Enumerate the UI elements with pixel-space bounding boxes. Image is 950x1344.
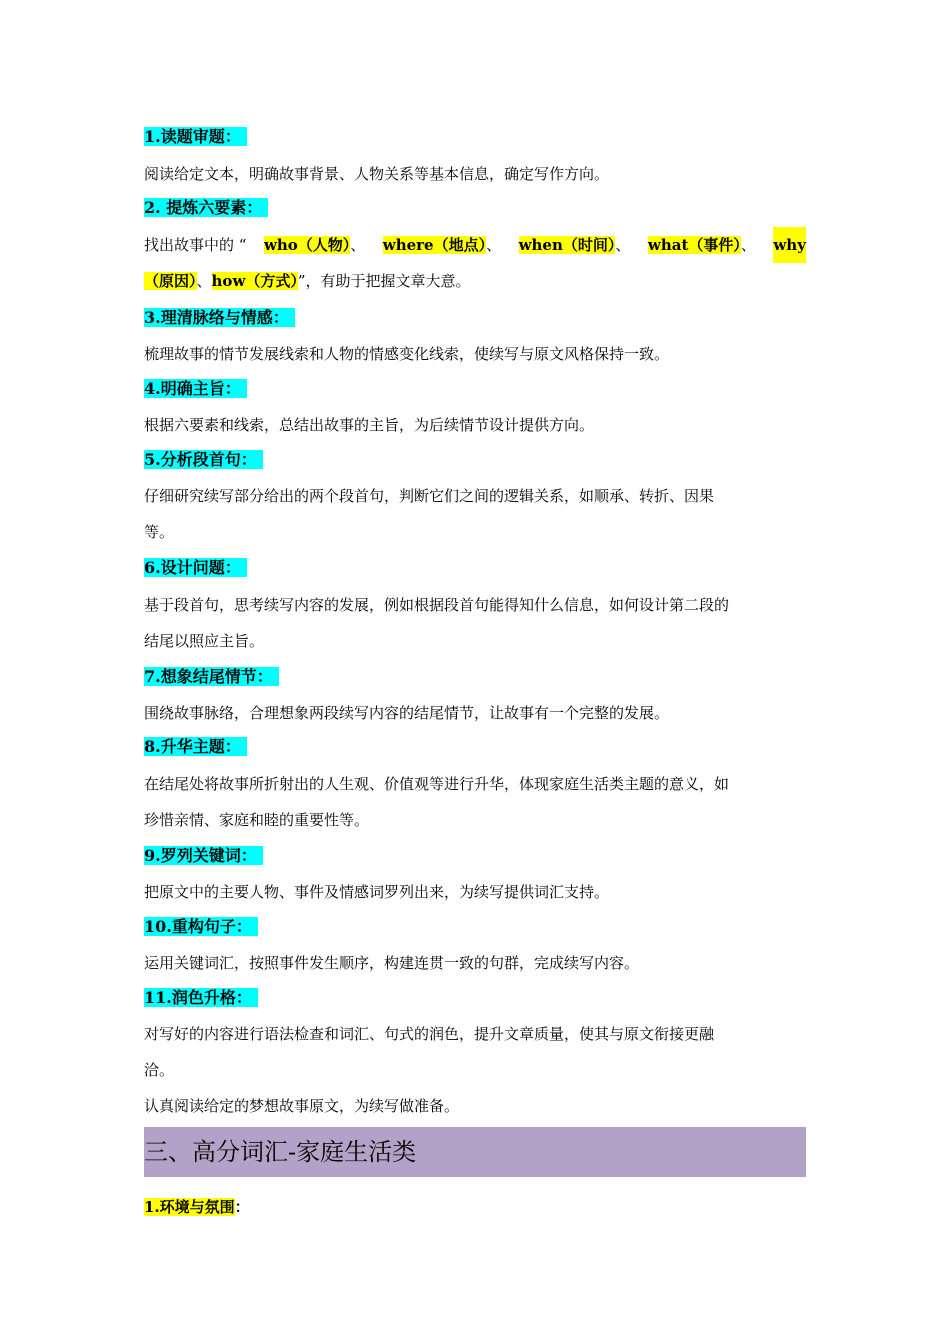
separator: 、 (196, 272, 212, 290)
step-5-text-line-1: 仔细研究续写部分给出的两个段首句，判断它们之间的逻辑关系，如顺承、转折、因果 (144, 487, 715, 505)
element-when: when（时间） (518, 236, 616, 254)
separator: 、 (740, 236, 756, 254)
step-7-text: 围绕故事脉络，合理想象两段续写内容的结尾情节，让故事有一个完整的发展。 (144, 704, 670, 722)
step-3-heading (144, 307, 295, 329)
step-6-text-line-1: 基于段首句，思考续写内容的发展，例如根据段首句能得知什么信息，如何设计第二段的 (144, 596, 730, 614)
step-11-text-line-2: 洽。 (144, 1061, 175, 1079)
step-6-text-line-2: 结尾以照应主旨。 (144, 632, 265, 650)
step-9-text: 把原文中的主要人物、事件及情感词罗列出来，为续写提供词汇支持。 (144, 883, 610, 901)
element-who: who（人物） (263, 236, 351, 254)
step-2-heading (144, 197, 268, 219)
element-where: where（地点） (382, 236, 487, 254)
step-7-heading (144, 666, 279, 688)
step-2-suffix: ”，有助于把握文章大意。 (297, 272, 471, 290)
step-5-heading (144, 449, 263, 471)
separator: 、 (350, 236, 366, 254)
step-9-title: 9.罗列关键词： (144, 846, 263, 865)
element-what: what（事件） (647, 236, 741, 254)
step-11-heading (144, 987, 258, 1009)
step-5-text-line-2: 等。 (144, 523, 175, 541)
step-2-text-line-1 (144, 227, 806, 263)
step-11-text-line-3: 认真阅读给定的梦想故事原文，为续写做准备。 (144, 1097, 460, 1115)
step-7-title: 7.想象结尾情节： (144, 667, 279, 686)
step-6-heading (144, 557, 247, 579)
step-1-title: 1.读题审题： (144, 127, 247, 146)
step-10-heading (144, 916, 258, 938)
step-8-heading (144, 736, 247, 758)
step-8-text-line-2: 珍惜亲情、家庭和睦的重要性等。 (144, 811, 370, 829)
subsection-heading (144, 1196, 250, 1218)
step-4-heading (144, 378, 247, 400)
step-1-heading (144, 126, 247, 148)
step-2-prefix: 找出故事中的 “ (144, 236, 247, 254)
element-why-cn: （原因） (144, 272, 197, 290)
step-5-title: 5.分析段首句： (144, 450, 263, 469)
step-10-title: 10.重构句子： (144, 917, 258, 936)
step-11-text-line-1: 对写好的内容进行语法检查和词汇、句式的润色，提升文章质量，使其与原文衔接更融 (144, 1025, 715, 1043)
subsection-colon: ： (234, 1198, 250, 1216)
step-2-text-line-2 (144, 263, 806, 299)
element-how: how（方式） (211, 272, 298, 290)
step-6-title: 6.设计问题： (144, 558, 247, 577)
step-2-title: 2. 提炼六要素： (144, 198, 268, 217)
section-header (144, 1127, 806, 1177)
step-3-title: 3.理清脉络与情感： (144, 308, 295, 327)
step-4-text: 根据六要素和线索，总结出故事的主旨，为后续情节设计提供方向。 (144, 416, 595, 434)
separator: 、 (615, 236, 631, 254)
step-1-text: 阅读给定文本，明确故事背景、人物关系等基本信息，确定写作方向。 (144, 165, 610, 183)
step-10-text: 运用关键词汇，按照事件发生顺序，构建连贯一致的句群，完成续写内容。 (144, 954, 640, 972)
step-3-text: 梳理故事的情节发展线索和人物的情感变化线索，使续写与原文风格保持一致。 (144, 345, 670, 363)
subsection-title: 1.环境与氛围 (144, 1198, 235, 1216)
step-4-title: 4.明确主旨： (144, 379, 247, 398)
step-11-title: 11.润色升格： (144, 988, 258, 1007)
step-8-title: 8.升华主题： (144, 737, 247, 756)
element-why: why (773, 227, 806, 263)
step-8-text-line-1: 在结尾处将故事所折射出的人生观、价值观等进行升华，体现家庭生活类主题的意义，如 (144, 775, 730, 793)
section-title: 三、高分词汇-家庭生活类 (144, 1138, 417, 1166)
separator: 、 (486, 236, 502, 254)
step-9-heading (144, 845, 263, 867)
